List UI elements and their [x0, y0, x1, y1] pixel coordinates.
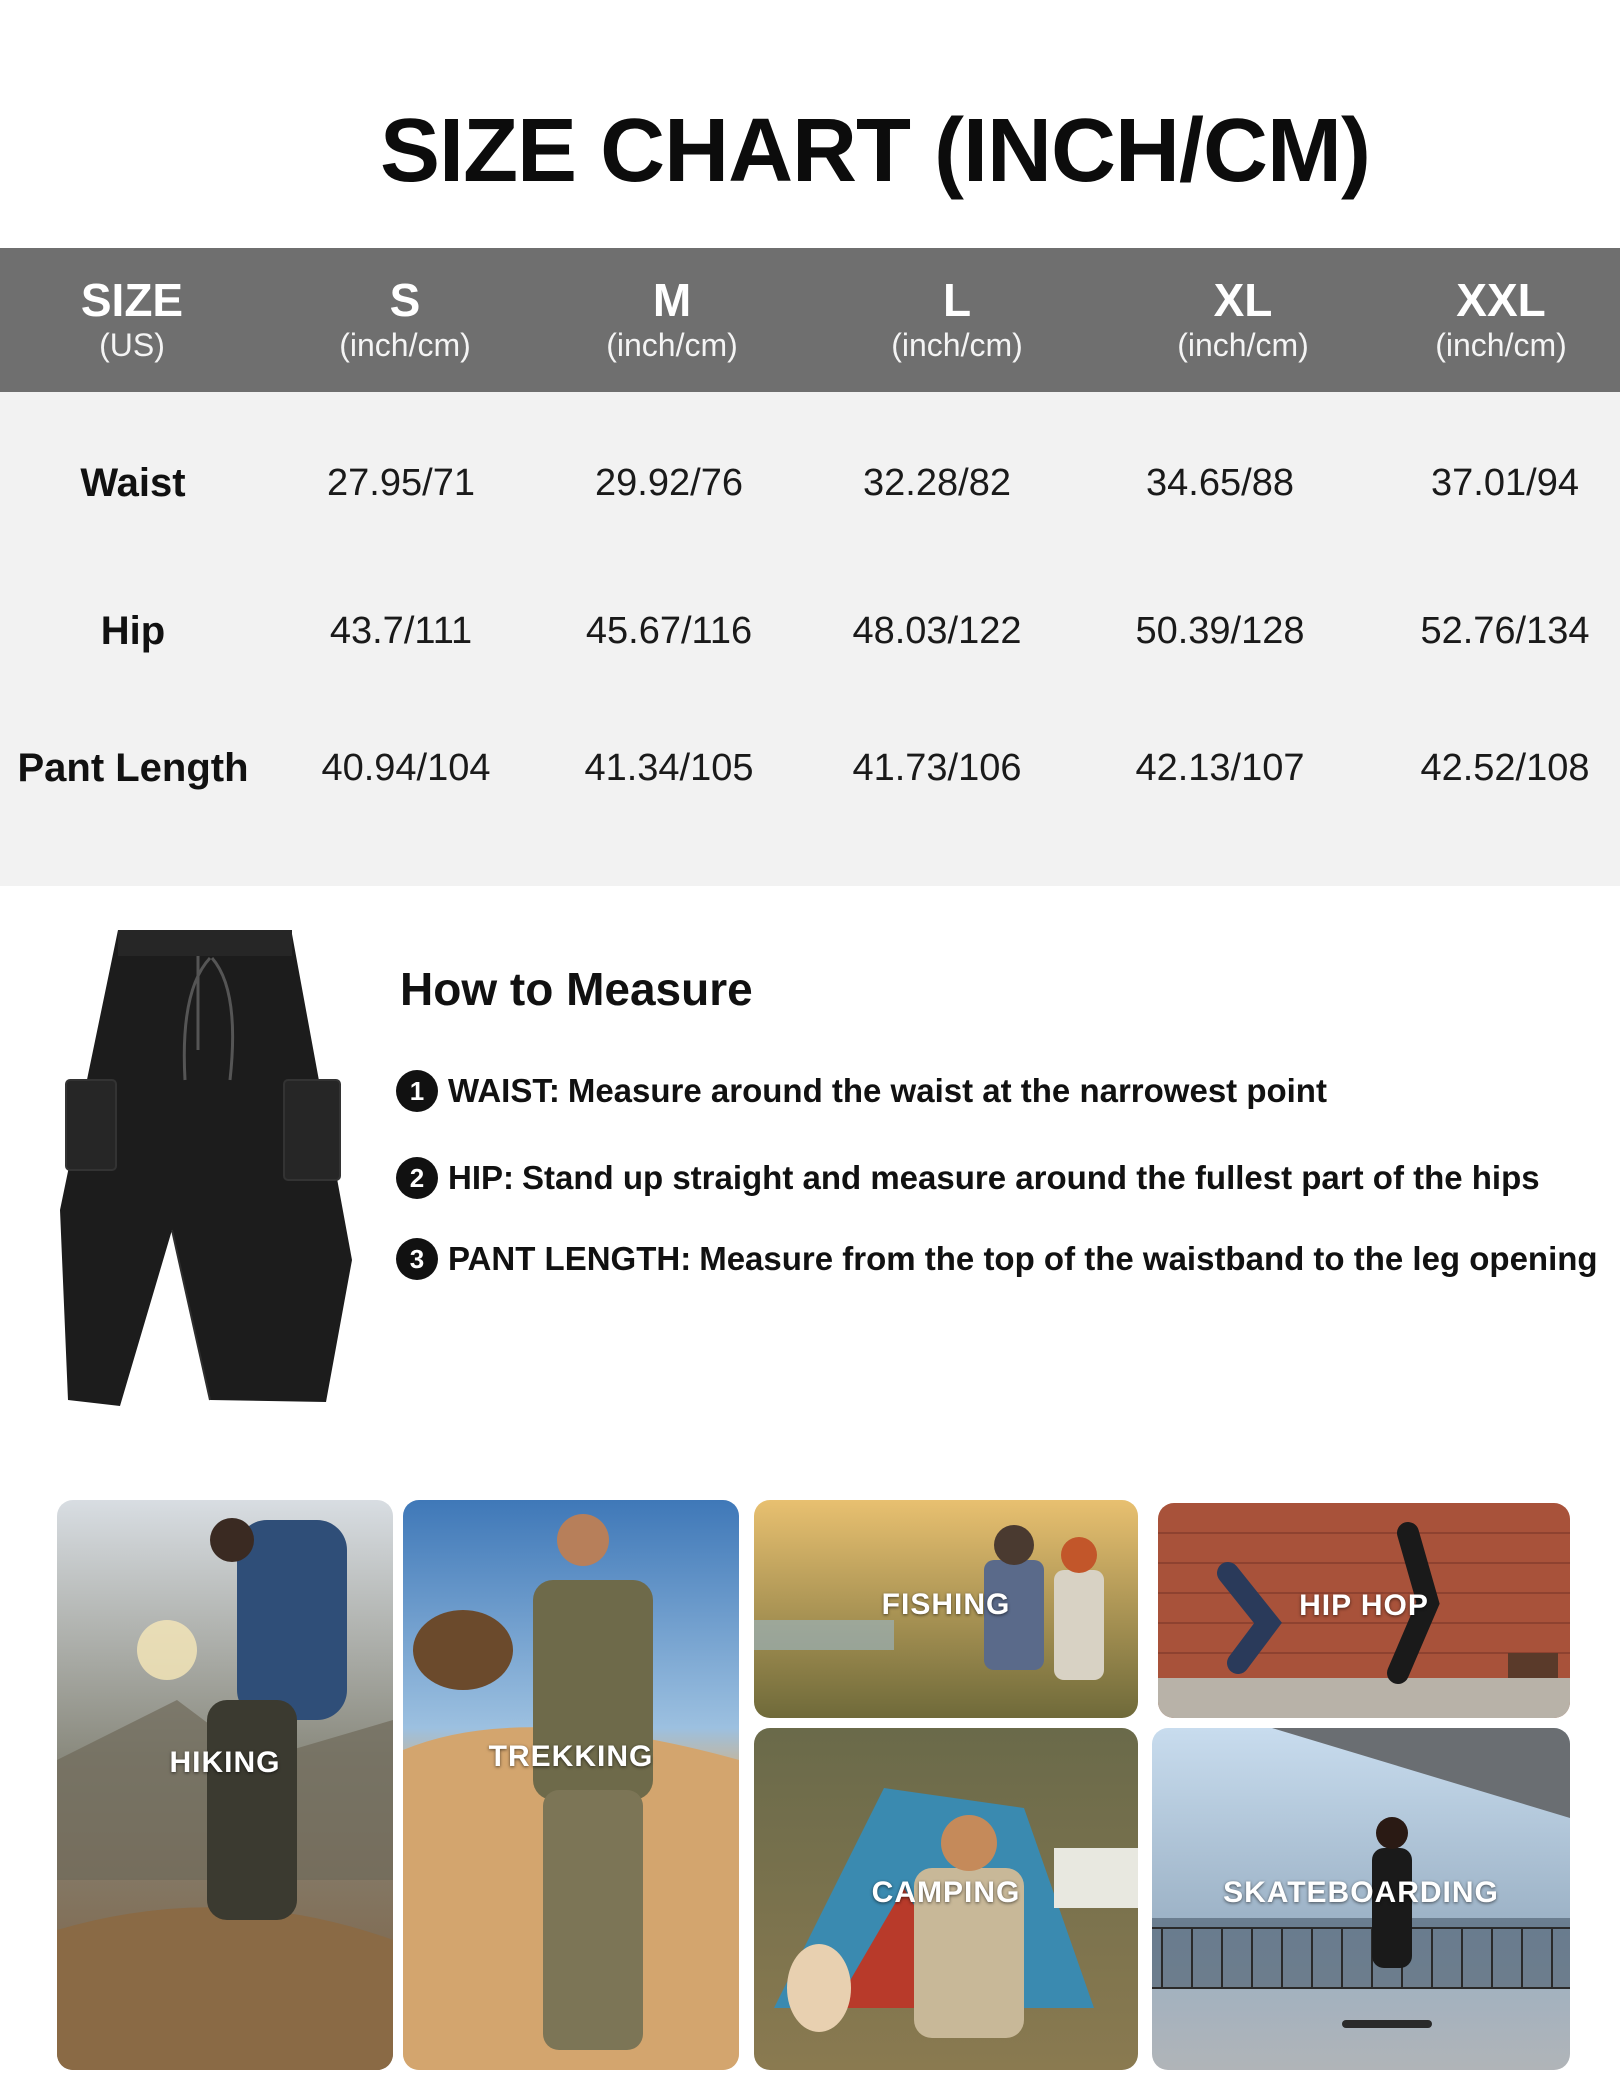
- row-label-hip: Hip: [100, 609, 166, 653]
- table-cell: 29.92/76: [595, 462, 743, 504]
- table-cell: 52.76/134: [1420, 610, 1590, 652]
- header-col-l: [891, 274, 1023, 364]
- size-table-body: [0, 392, 1620, 886]
- header-size-sub: (US): [99, 327, 165, 363]
- activity-label-fishing: FISHING: [881, 1588, 1011, 1621]
- measure-step-pant-length: [396, 1238, 1598, 1280]
- activity-label-camping: CAMPING: [871, 1876, 1021, 1909]
- row-label-pant-length: Pant Length: [17, 746, 249, 790]
- activity-tile-hip-hop: [1158, 1503, 1570, 1718]
- header-size-s: S: [389, 274, 421, 326]
- cargo-pants-image: [60, 930, 360, 1410]
- table-cell: 32.28/82: [863, 462, 1011, 504]
- step-key: PANT LENGTH:: [448, 1240, 692, 1277]
- header-unit: (inch/cm): [606, 327, 738, 363]
- trekking-photo: [403, 1500, 739, 2070]
- activity-tile-hiking: [57, 1500, 393, 2070]
- table-cell: 50.39/128: [1135, 610, 1305, 652]
- step-number-badge: 1: [396, 1070, 438, 1112]
- activity-label-skateboarding: SKATEBOARDING: [1223, 1876, 1499, 1909]
- header-unit: (inch/cm): [1435, 327, 1567, 363]
- header-col-xxl: [1435, 274, 1567, 364]
- size-table-header: [0, 248, 1620, 392]
- header-size-xl: XL: [1213, 274, 1273, 326]
- activity-label-hiking: HIKING: [169, 1746, 281, 1779]
- activity-label-trekking: TREKKING: [488, 1740, 654, 1773]
- how-to-measure-heading: How to Measure: [400, 963, 753, 1015]
- table-cell: 42.13/107: [1135, 747, 1305, 789]
- activity-tile-trekking: [403, 1500, 739, 2070]
- hiking-photo: [57, 1500, 393, 2070]
- measure-step-waist: [396, 1070, 1327, 1112]
- header-unit: (inch/cm): [1177, 327, 1309, 363]
- step-number-badge: 2: [396, 1157, 438, 1199]
- table-cell: 27.95/71: [327, 462, 475, 504]
- header-unit: (inch/cm): [891, 327, 1023, 363]
- table-cell: 41.73/106: [852, 747, 1022, 789]
- header-col-s: [339, 274, 471, 364]
- activity-label-hip-hop: HIP HOP: [1299, 1589, 1429, 1622]
- header-size-m: M: [652, 274, 692, 326]
- header-size-cell: [81, 274, 183, 364]
- activity-tile-camping: [754, 1728, 1138, 2070]
- header-size-label: SIZE: [80, 274, 184, 326]
- table-cell: 48.03/122: [852, 610, 1022, 652]
- table-cell: 41.34/105: [584, 747, 754, 789]
- step-number-badge: 3: [396, 1238, 438, 1280]
- header-unit: (inch/cm): [339, 327, 471, 363]
- activity-tile-skateboarding: [1152, 1728, 1570, 2070]
- page-title: SIZE CHART (INCH/CM): [380, 101, 1370, 201]
- table-cell: 40.94/104: [321, 747, 491, 789]
- step-key: HIP:: [448, 1159, 514, 1196]
- table-cell: 45.67/116: [585, 610, 753, 652]
- step-text: Stand up straight and measure around the fullest part of the hips: [522, 1159, 1540, 1196]
- row-label-waist: Waist: [80, 461, 186, 505]
- measure-step-hip: [396, 1157, 1540, 1199]
- header-size-xxl: XXL: [1456, 274, 1546, 326]
- table-cell: 43.7/111: [329, 610, 473, 652]
- header-col-xl: [1177, 274, 1309, 364]
- table-cell: 37.01/94: [1431, 462, 1579, 504]
- activity-tile-fishing: [754, 1500, 1138, 1718]
- header-col-m: [606, 274, 738, 364]
- header-size-l: L: [942, 274, 972, 326]
- table-cell: 42.52/108: [1420, 747, 1590, 789]
- step-text: Measure around the waist at the narrowest point: [567, 1072, 1327, 1109]
- step-key: WAIST:: [448, 1072, 560, 1109]
- table-cell: 34.65/88: [1146, 462, 1294, 504]
- step-text: Measure from the top of the waistband to the leg opening: [699, 1240, 1598, 1277]
